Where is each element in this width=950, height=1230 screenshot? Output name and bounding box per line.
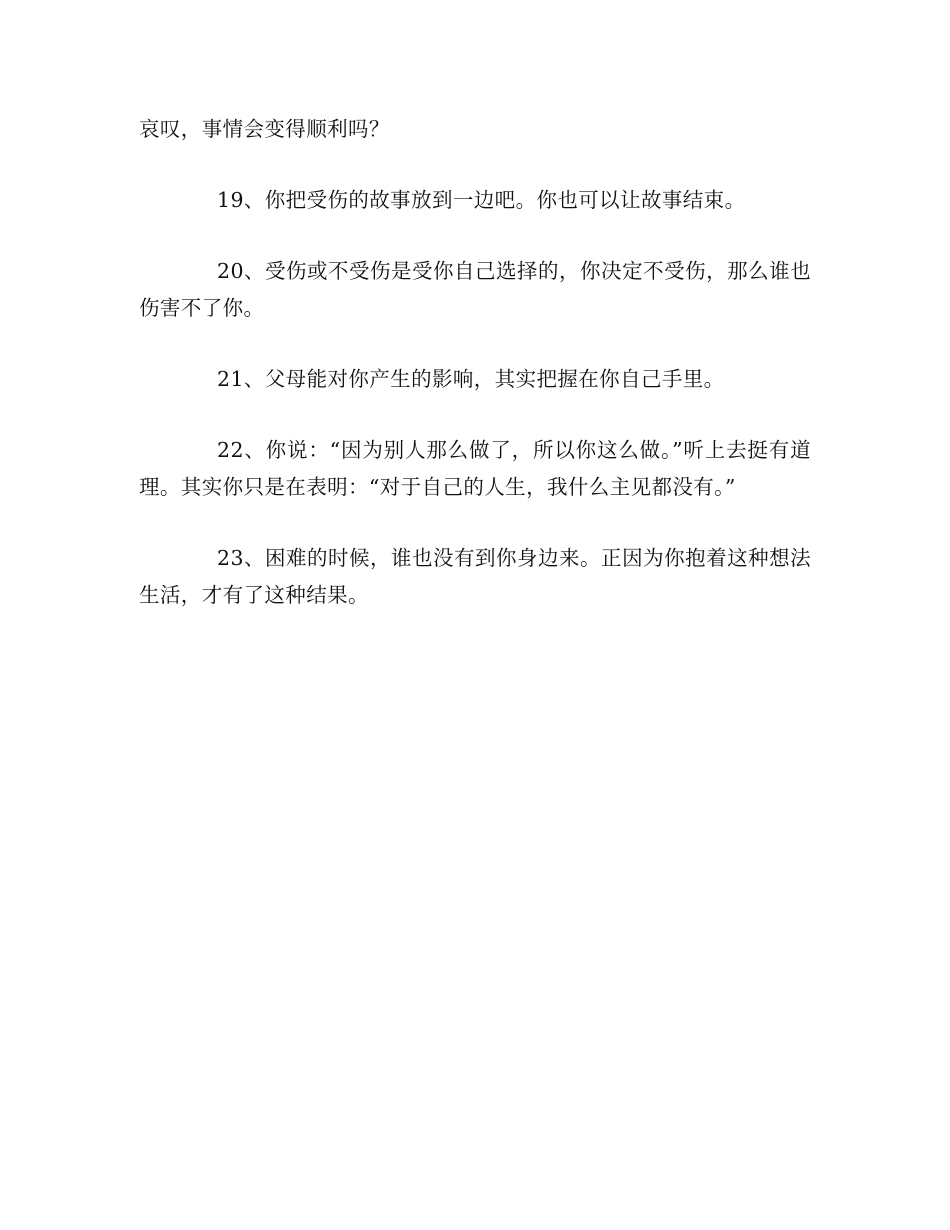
- document-page: [139, 111, 811, 648]
- paragraph-item-22: 22、你说：“因为别人那么做了，所以你这么做。”听上去挺有道理。其实你只是在表明：“对于自己的人生，我什么主见都没有。”: [139, 438, 811, 499]
- paragraph-item-20: 20、受伤或不受伤是受你自己选择的，你决定不受伤，那么谁也伤害不了你。: [139, 259, 811, 320]
- paragraph-item-21: 21、父母能对你产生的影响，其实把握在你自己手里。: [217, 367, 725, 391]
- paragraph-item-23: 23、困难的时候，谁也没有到你身边来。正因为你抱着这种想法生活，才有了这种结果。: [139, 546, 811, 607]
- paragraph-item-19: 19、你把受伤的故事放到一边吧。你也可以让故事结束。: [217, 188, 746, 212]
- paragraph-continuation: 哀叹，事情会变得顺利吗？: [139, 117, 390, 141]
